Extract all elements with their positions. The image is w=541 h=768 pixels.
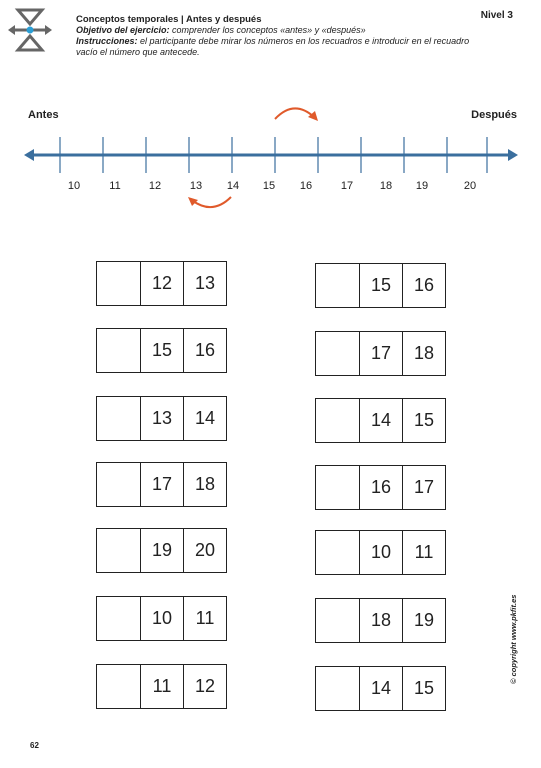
timeline-number: 10: [67, 180, 81, 192]
exercise-row: [96, 664, 227, 709]
number-box: 14: [359, 667, 402, 710]
answer-box[interactable]: [316, 399, 359, 442]
number-box: 20: [183, 529, 226, 572]
answer-box[interactable]: [97, 597, 140, 640]
exercise-row: [315, 598, 446, 643]
timeline-number: 19: [415, 180, 429, 192]
number-box: 12: [183, 665, 226, 708]
number-box: 13: [140, 397, 183, 440]
logo-icon: [6, 6, 54, 54]
timeline-number: 15: [262, 180, 276, 192]
number-box: 11: [140, 665, 183, 708]
answer-box[interactable]: [316, 599, 359, 642]
exercise-row: [96, 396, 227, 441]
number-box: 18: [183, 463, 226, 506]
exercise-row: [315, 465, 446, 510]
answer-box[interactable]: [97, 329, 140, 372]
exercise-row: [315, 331, 446, 376]
number-box: 15: [359, 264, 402, 307]
backward-arrow-icon: [185, 193, 237, 215]
number-box: 16: [359, 466, 402, 509]
objective: [76, 25, 476, 36]
number-box: 13: [183, 262, 226, 305]
answer-box[interactable]: [316, 332, 359, 375]
forward-arrow-icon: [270, 101, 322, 123]
instructions-label: Instrucciones:: [76, 36, 138, 46]
exercise-row: [315, 666, 446, 711]
number-box: 14: [359, 399, 402, 442]
exercise-row: [315, 263, 446, 308]
exercise-row: [96, 528, 227, 573]
number-box: 17: [402, 466, 445, 509]
number-box: 10: [140, 597, 183, 640]
before-label: Antes: [28, 109, 59, 121]
number-box: 17: [140, 463, 183, 506]
answer-box[interactable]: [316, 667, 359, 710]
number-box: 10: [359, 531, 402, 574]
exercise-row: [96, 328, 227, 373]
answer-box[interactable]: [97, 262, 140, 305]
number-box: 19: [140, 529, 183, 572]
number-box: 18: [359, 599, 402, 642]
exercise-row: [315, 398, 446, 443]
answer-box[interactable]: [97, 529, 140, 572]
timeline-number: 14: [226, 180, 240, 192]
number-box: 11: [183, 597, 226, 640]
number-line: [24, 135, 518, 175]
objective-text: comprender los conceptos «antes» y «después»: [169, 25, 366, 35]
level-label: Nivel 3: [480, 10, 513, 21]
instructions-text: el participante debe mirar los números en los recuadros e introducir en el recuadro vacío el número que antecede.: [76, 36, 470, 57]
number-box: 14: [183, 397, 226, 440]
number-box: 17: [359, 332, 402, 375]
number-box: 15: [402, 667, 445, 710]
number-box: 19: [402, 599, 445, 642]
timeline-number: 17: [340, 180, 354, 192]
answer-box[interactable]: [97, 463, 140, 506]
after-label: Después: [471, 109, 517, 121]
copyright-notice: [507, 574, 519, 684]
exercise-row: [96, 462, 227, 507]
exercise-row: [315, 530, 446, 575]
timeline-number: 18: [379, 180, 393, 192]
timeline-number: 11: [109, 180, 121, 192]
number-box: 16: [183, 329, 226, 372]
page-title: Conceptos temporales | Antes y después: [76, 14, 262, 25]
copyright-text: © copyright www.pkfit.es: [509, 594, 518, 684]
timeline-number: 20: [463, 180, 477, 192]
objective-label: Objetivo del ejercicio:: [76, 25, 170, 35]
answer-box[interactable]: [97, 397, 140, 440]
answer-box[interactable]: [316, 531, 359, 574]
number-box: 16: [402, 264, 445, 307]
number-box: 11: [402, 531, 445, 574]
timeline-number: 16: [299, 180, 313, 192]
number-box: 12: [140, 262, 183, 305]
answer-box[interactable]: [97, 665, 140, 708]
answer-box[interactable]: [316, 466, 359, 509]
number-box: 15: [140, 329, 183, 372]
header: [76, 14, 476, 58]
timeline-numbers: [0, 180, 541, 196]
instructions: [76, 36, 476, 58]
number-box: 18: [402, 332, 445, 375]
timeline-number: 12: [148, 180, 162, 192]
exercise-row: [96, 261, 227, 306]
answer-box[interactable]: [316, 264, 359, 307]
number-box: 15: [402, 399, 445, 442]
timeline-number: 13: [189, 180, 203, 192]
exercise-row: [96, 596, 227, 641]
page-number: 62: [30, 741, 39, 750]
